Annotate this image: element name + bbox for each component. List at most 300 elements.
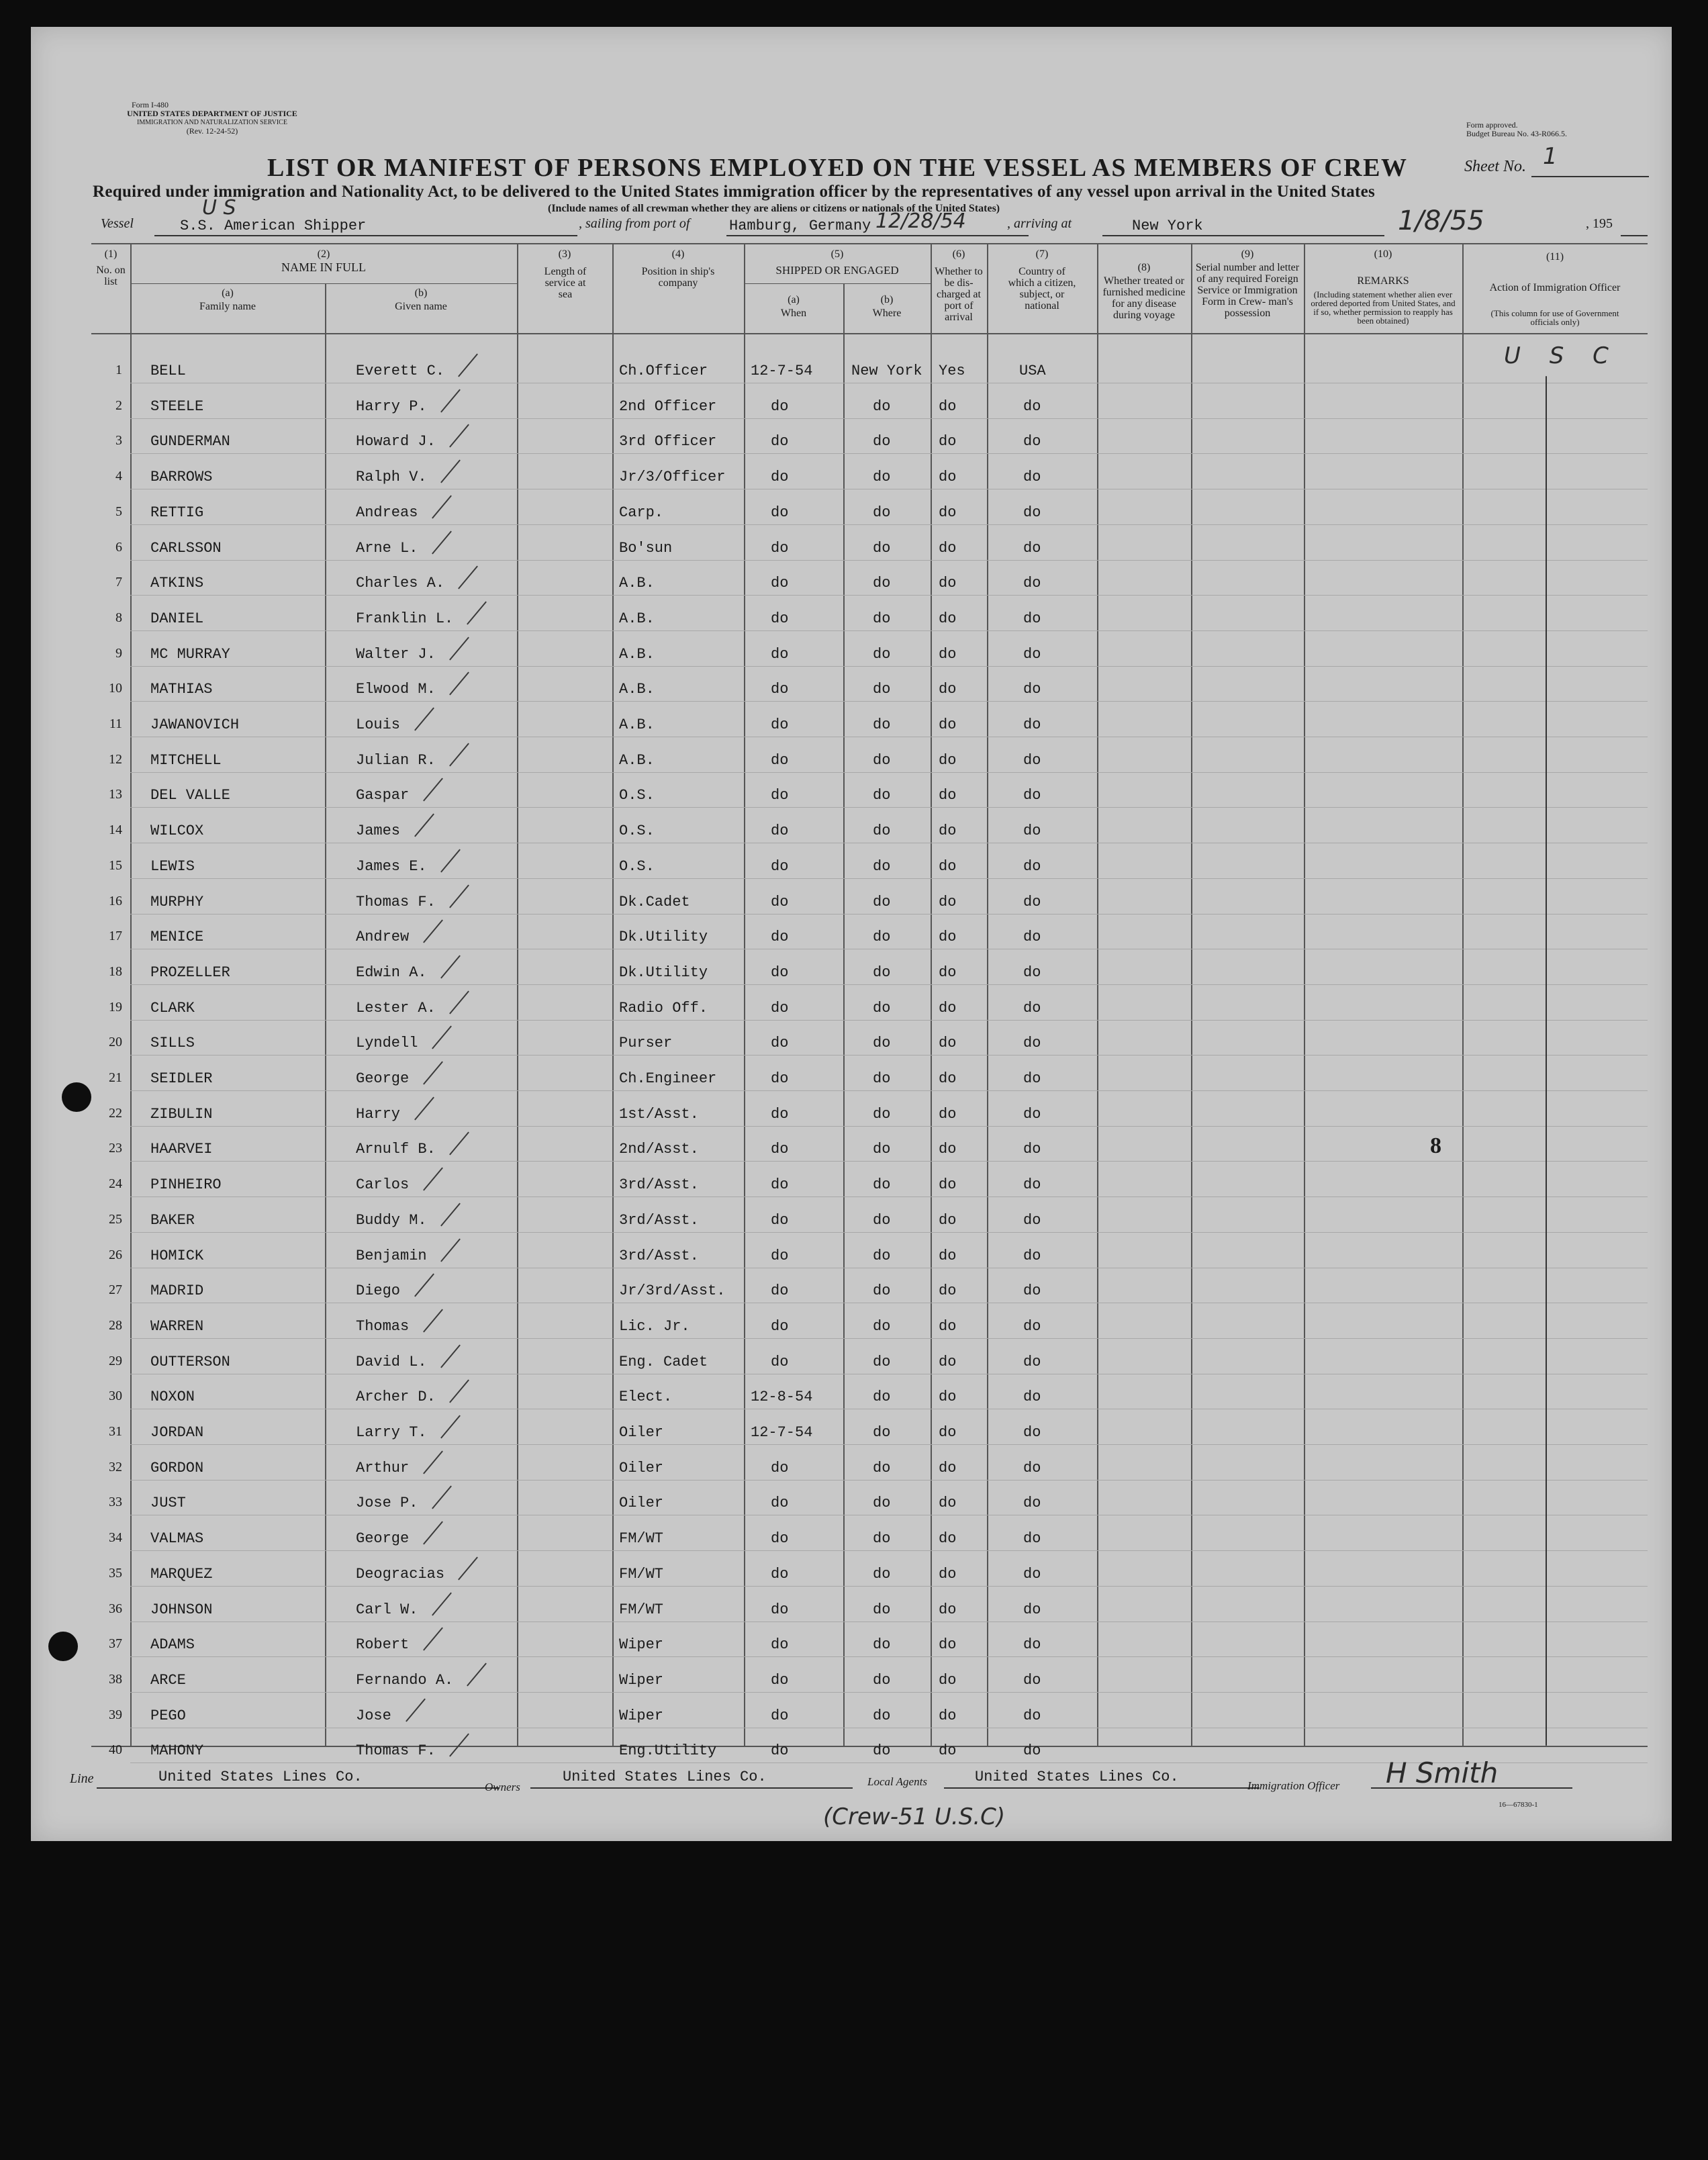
country-cell: do	[1023, 1247, 1041, 1264]
shipped-where-cell: do	[873, 929, 891, 946]
shipped-where-cell: do	[873, 1495, 891, 1512]
name-subhead-rule	[130, 283, 517, 284]
country-cell: do	[1023, 716, 1041, 733]
shipped-where-cell: do	[873, 1601, 891, 1618]
shipped-when-cell: do	[771, 504, 789, 521]
discharged-cell: do	[939, 1707, 957, 1724]
row-number: 29	[109, 1353, 122, 1368]
row-number: 15	[109, 857, 122, 873]
discharged-cell: do	[939, 823, 957, 840]
check-mark-icon	[458, 1556, 478, 1580]
vessel-underline	[154, 235, 577, 236]
vessel-handwritten: U S	[202, 196, 236, 220]
given-name-cell: Benjamin	[356, 1247, 427, 1264]
position-cell: Radio Off.	[619, 999, 708, 1017]
family-name-cell: ARCE	[150, 1671, 186, 1689]
country-cell: do	[1023, 1495, 1041, 1512]
row-number: 16	[109, 893, 122, 908]
print-code: 16—67830-1	[1499, 1801, 1538, 1809]
check-mark-icon	[440, 1203, 461, 1226]
family-name-cell: CARLSSON	[150, 539, 222, 557]
action-handwritten: U S C	[1504, 342, 1619, 369]
department: UNITED STATES DEPARTMENT OF JUSTICE	[127, 109, 297, 118]
given-name-cell: Julian R.	[356, 751, 436, 769]
action-bracket	[1546, 376, 1547, 1746]
given-name-cell: George	[356, 1530, 410, 1548]
discharged-cell: do	[939, 929, 957, 946]
col10-header: REMARKS	[1357, 275, 1409, 287]
given-name-cell: James E.	[356, 857, 427, 875]
row-number: 20	[109, 1035, 122, 1050]
shipped-where-cell: do	[873, 504, 891, 521]
given-name-cell: Louis	[356, 716, 401, 733]
country-cell: do	[1023, 1459, 1041, 1476]
position-cell: Wiper	[619, 1707, 664, 1724]
sheet-label: Sheet No.	[1464, 158, 1526, 175]
shipped-where-cell: do	[873, 999, 891, 1017]
check-mark-icon	[440, 460, 461, 483]
row-number: 12	[109, 751, 122, 767]
col-divider-2a	[325, 283, 326, 1746]
col6-number: (6)	[952, 248, 965, 260]
row-number: 22	[109, 1105, 122, 1121]
sailing-date: 12/28/54	[875, 209, 966, 233]
discharged-cell: do	[939, 893, 957, 910]
shipped-where-cell: do	[873, 1353, 891, 1370]
given-name-cell: Howard J.	[356, 433, 436, 451]
shipped-when-cell: do	[771, 857, 789, 875]
check-mark-icon	[432, 1592, 452, 1615]
position-cell: A.B.	[619, 645, 655, 663]
shipped-where-cell: do	[873, 1424, 891, 1441]
family-name-cell: PEGO	[150, 1707, 186, 1724]
col-divider-4	[744, 243, 745, 1746]
col8-header: Whether treated or furnished medicine for any disease during voyage	[1102, 275, 1186, 321]
family-name-cell: PINHEIRO	[150, 1176, 222, 1194]
year-underline	[1621, 235, 1648, 236]
col-divider-3	[612, 243, 614, 1746]
family-name-cell: PROZELLER	[150, 964, 230, 981]
family-name-cell: MAHONY	[150, 1742, 204, 1760]
row-rule	[130, 1020, 1648, 1021]
family-name-cell: MC MURRAY	[150, 645, 230, 663]
position-cell: Eng. Cadet	[619, 1353, 708, 1370]
shipped-when-cell: do	[771, 1211, 789, 1229]
vessel-name: S.S. American Shipper	[180, 218, 367, 234]
family-name-cell: RETTIG	[150, 504, 204, 521]
document-title: LIST OR MANIFEST OF PERSONS EMPLOYED ON THE VESSEL AS MEMBERS OF CREW	[267, 154, 1408, 182]
row-rule	[130, 1656, 1648, 1657]
col11-header: Action of Immigration Officer	[1489, 282, 1621, 293]
position-cell: 3rd/Asst.	[619, 1211, 699, 1229]
check-mark-icon	[423, 1168, 443, 1191]
form-number: Form I-480	[132, 100, 169, 109]
col9-header: Serial number and letter of any required Foreign Service or Immigration Form in Crew- man's possession	[1195, 262, 1300, 319]
discharged-cell: do	[939, 469, 957, 486]
position-cell: Wiper	[619, 1636, 664, 1654]
col-divider-10	[1462, 243, 1464, 1746]
country-cell: do	[1023, 610, 1041, 627]
discharged-cell: do	[939, 999, 957, 1017]
col4-header: Position in ship's company	[641, 266, 715, 289]
position-cell: Ch.Engineer	[619, 1070, 717, 1087]
given-name-cell: James	[356, 823, 401, 840]
country-cell: do	[1023, 1282, 1041, 1300]
shipped-when-cell: do	[771, 1495, 789, 1512]
discharged-cell: do	[939, 787, 957, 804]
discharged-cell: do	[939, 681, 957, 698]
col5a-header: When	[780, 308, 807, 319]
row-number: 14	[109, 823, 122, 838]
row-number: 26	[109, 1247, 122, 1262]
row-number: 30	[109, 1389, 122, 1404]
crew-count-note: (Crew-51 U.S.C)	[823, 1803, 1006, 1830]
discharged-cell: do	[939, 397, 957, 415]
discharged-cell: do	[939, 575, 957, 592]
shipped-where-cell: do	[873, 1707, 891, 1724]
row-number: 28	[109, 1317, 122, 1333]
arrival-date: 1/8/55	[1398, 205, 1484, 236]
row-number: 7	[115, 575, 122, 590]
row-rule	[130, 1480, 1648, 1481]
country-cell: do	[1023, 1070, 1041, 1087]
discharged-cell: do	[939, 1389, 957, 1406]
col2a-number: (a)	[222, 287, 234, 299]
shipped-where-cell: do	[873, 433, 891, 451]
check-mark-icon	[432, 1486, 452, 1509]
family-name-cell: JAWANOVICH	[150, 716, 240, 733]
shipped-where-cell: do	[873, 1141, 891, 1158]
col5-number: (5)	[831, 248, 844, 260]
family-name-cell: CLARK	[150, 999, 195, 1017]
country-cell: do	[1023, 787, 1041, 804]
family-name-cell: JORDAN	[150, 1424, 204, 1441]
country-cell: USA	[1019, 363, 1046, 379]
given-name-cell: Walter J.	[356, 645, 436, 663]
row-number: 17	[109, 929, 122, 944]
shipped-when-cell: do	[771, 964, 789, 981]
position-cell: 1st/Asst.	[619, 1105, 699, 1123]
family-name-cell: MITCHELL	[150, 751, 222, 769]
check-mark-icon	[458, 354, 478, 377]
agents-value: United States Lines Co.	[975, 1769, 1179, 1785]
position-cell: Oiler	[619, 1424, 664, 1441]
col7-header: Country of which a citizen, subject, or national	[1008, 266, 1076, 312]
row-rule	[130, 1232, 1648, 1233]
position-cell: A.B.	[619, 681, 655, 698]
given-name-cell: Larry T.	[356, 1424, 427, 1441]
discharged-cell: Yes	[939, 363, 965, 379]
col3-number: (3)	[558, 248, 571, 260]
sailing-label: , sailing from port of	[579, 216, 690, 231]
country-cell: do	[1023, 1742, 1041, 1760]
row-rule	[130, 984, 1648, 985]
check-mark-icon	[440, 389, 461, 412]
row-number: 21	[109, 1070, 122, 1085]
row-number: 34	[109, 1530, 122, 1546]
agents-label: Local Agents	[867, 1775, 927, 1788]
shipped-where-cell: do	[873, 857, 891, 875]
shipped-where-cell: do	[873, 610, 891, 627]
country-cell: do	[1023, 504, 1041, 521]
family-name-cell: OUTTERSON	[150, 1353, 230, 1370]
given-name-cell: Edwin A.	[356, 964, 427, 981]
row-number: 3	[115, 433, 122, 449]
shipped-when-cell: do	[771, 1353, 789, 1370]
row-rule	[130, 1338, 1648, 1339]
given-name-cell: Jose P.	[356, 1495, 418, 1512]
country-cell: do	[1023, 1424, 1041, 1441]
discharged-cell: do	[939, 1742, 957, 1760]
shipped-where-cell: do	[873, 575, 891, 592]
row-rule	[130, 595, 1648, 596]
position-cell: Dk.Utility	[619, 929, 708, 946]
shipped-when-cell: 12-7-54	[751, 1424, 813, 1441]
check-mark-icon	[423, 1450, 443, 1474]
shipped-when-cell: do	[771, 1530, 789, 1548]
country-cell: do	[1023, 1389, 1041, 1406]
shipped-where-cell: do	[873, 539, 891, 557]
manifest-page	[31, 27, 1672, 1841]
row-number: 27	[109, 1282, 122, 1298]
col4-number: (4)	[671, 248, 685, 260]
shipped-when-cell: do	[771, 823, 789, 840]
given-name-cell: Thomas	[356, 1317, 410, 1335]
shipped-when-cell: do	[771, 1671, 789, 1689]
row-number: 37	[109, 1636, 122, 1652]
family-name-cell: BARROWS	[150, 469, 213, 486]
family-name-cell: SEIDLER	[150, 1070, 213, 1087]
col2-header: NAME IN FULL	[281, 261, 366, 274]
position-cell: FM/WT	[619, 1565, 664, 1583]
owners-label: Owners	[485, 1781, 520, 1793]
shipped-where-cell: do	[873, 1742, 891, 1760]
country-cell: do	[1023, 1176, 1041, 1194]
row-number: 32	[109, 1459, 122, 1474]
country-cell: do	[1023, 1035, 1041, 1052]
discharged-cell: do	[939, 645, 957, 663]
row-rule	[130, 666, 1648, 667]
given-name-cell: Everett C.	[356, 363, 445, 379]
given-name-cell: Diego	[356, 1282, 401, 1300]
family-name-cell: MADRID	[150, 1282, 204, 1300]
shipped-where-cell: do	[873, 1035, 891, 1052]
position-cell: FM/WT	[619, 1601, 664, 1618]
family-name-cell: SILLS	[150, 1035, 195, 1052]
given-name-cell: Thomas F.	[356, 893, 436, 910]
family-name-cell: HAARVEI	[150, 1141, 213, 1158]
row-rule	[130, 418, 1648, 419]
discharged-cell: do	[939, 964, 957, 981]
col10-number: (10)	[1374, 248, 1392, 260]
check-mark-icon	[449, 990, 469, 1014]
check-mark-icon	[449, 1380, 469, 1403]
position-cell: A.B.	[619, 610, 655, 627]
shipped-where-cell: do	[873, 751, 891, 769]
position-cell: Dk.Utility	[619, 964, 708, 981]
position-cell: 3rd/Asst.	[619, 1176, 699, 1194]
row-number: 10	[109, 681, 122, 696]
given-name-cell: Robert	[356, 1636, 410, 1654]
given-name-cell: Fernando A.	[356, 1671, 454, 1689]
country-cell: do	[1023, 1530, 1041, 1548]
shipped-when-cell: do	[771, 1636, 789, 1654]
family-name-cell: BAKER	[150, 1211, 195, 1229]
given-name-cell: Arne L.	[356, 539, 418, 557]
col6-header: Whether to be dis- charged at port of arrival	[935, 266, 983, 323]
check-mark-icon	[440, 955, 461, 978]
form-identifier	[78, 101, 346, 136]
check-mark-icon	[406, 1698, 426, 1722]
check-mark-icon	[414, 1096, 434, 1120]
shipped-where-cell: do	[873, 823, 891, 840]
sheet-number: 1	[1543, 143, 1558, 170]
discharged-cell: do	[939, 1565, 957, 1583]
given-name-cell: Buddy M.	[356, 1211, 427, 1229]
shipped-when-cell: do	[771, 645, 789, 663]
position-cell: Bo'sun	[619, 539, 673, 557]
port-underline	[726, 235, 1029, 236]
discharged-cell: do	[939, 1070, 957, 1087]
country-cell: do	[1023, 1211, 1041, 1229]
row-number: 25	[109, 1211, 122, 1227]
family-name-cell: DANIEL	[150, 610, 204, 627]
position-cell: O.S.	[619, 857, 655, 875]
punch-hole-lower	[48, 1632, 78, 1661]
country-cell: do	[1023, 1105, 1041, 1123]
check-mark-icon	[440, 1415, 461, 1439]
shipped-when-cell: do	[771, 716, 789, 733]
check-mark-icon	[423, 1062, 443, 1085]
position-cell: Dk.Cadet	[619, 893, 690, 910]
shipped-when-cell: do	[771, 539, 789, 557]
shipped-when-cell: do	[771, 787, 789, 804]
given-name-cell: Carlos	[356, 1176, 410, 1194]
col5a-number: (a)	[788, 294, 800, 306]
row-number: 40	[109, 1742, 122, 1758]
position-cell: A.B.	[619, 751, 655, 769]
col10-subheader: (Including statement whether alien ever ordered deported from United States, and if so, whether permission to reapply has been obtained)	[1311, 289, 1456, 326]
family-name-cell: MARQUEZ	[150, 1565, 213, 1583]
check-mark-icon	[432, 530, 452, 554]
country-cell: do	[1023, 964, 1041, 981]
country-cell: do	[1023, 1565, 1041, 1583]
shipped-where-cell: do	[873, 964, 891, 981]
given-name-cell: Andrew	[356, 929, 410, 946]
shipped-when-cell: do	[771, 469, 789, 486]
family-name-cell: ATKINS	[150, 575, 204, 592]
family-name-cell: VALMAS	[150, 1530, 204, 1548]
col11-number: (11)	[1546, 251, 1564, 263]
check-mark-icon	[414, 708, 434, 731]
family-name-cell: STEELE	[150, 397, 204, 415]
family-name-cell: WARREN	[150, 1317, 204, 1335]
shipped-when-cell: do	[771, 1565, 789, 1583]
given-name-cell: Elwood M.	[356, 681, 436, 698]
row-number: 1	[115, 363, 122, 377]
check-mark-icon	[423, 1309, 443, 1332]
sailing-port: Hamburg, Germany	[729, 218, 871, 234]
given-name-cell: Harry P.	[356, 397, 427, 415]
col-divider-5	[931, 243, 932, 1746]
country-cell: do	[1023, 469, 1041, 486]
check-mark-icon	[467, 601, 487, 624]
year-suffix: , 195	[1586, 216, 1613, 231]
country-cell: do	[1023, 823, 1041, 840]
col11-subheader: (This column for use of Government officials only)	[1490, 308, 1619, 327]
family-name-cell: JUST	[150, 1495, 186, 1512]
country-cell: do	[1023, 1353, 1041, 1370]
given-name-cell: Deogracias	[356, 1565, 445, 1583]
row-rule	[130, 878, 1648, 879]
shipped-where-cell: do	[873, 1317, 891, 1335]
col7-number: (7)	[1035, 248, 1049, 260]
shipped-when-cell: do	[771, 1282, 789, 1300]
row-rule	[130, 560, 1648, 561]
given-name-cell: Ralph V.	[356, 469, 427, 486]
shipped-where-cell: do	[873, 1459, 891, 1476]
country-cell: do	[1023, 1707, 1041, 1724]
country-cell: do	[1023, 1636, 1041, 1654]
row-number: 39	[109, 1707, 122, 1722]
col2-number: (2)	[317, 248, 330, 260]
position-cell: Jr/3/Officer	[619, 469, 726, 486]
table-bottom-rule	[91, 1746, 1648, 1747]
col-divider-8	[1191, 243, 1192, 1746]
family-name-cell: WILCOX	[150, 823, 204, 840]
country-cell: do	[1023, 645, 1041, 663]
position-cell: Carp.	[619, 504, 664, 521]
discharged-cell: do	[939, 1282, 957, 1300]
check-mark-icon	[440, 1238, 461, 1262]
vessel-label: Vessel	[101, 216, 134, 231]
check-mark-icon	[449, 424, 469, 448]
shipped-when-cell: do	[771, 681, 789, 698]
shipped-when-cell: do	[771, 1707, 789, 1724]
shipped-where-cell: do	[873, 1282, 891, 1300]
shipped-when-cell: do	[771, 610, 789, 627]
col2b-header: Given name	[395, 301, 447, 312]
remarks-mark: 8	[1430, 1133, 1441, 1158]
country-cell: do	[1023, 751, 1041, 769]
discharged-cell: do	[939, 751, 957, 769]
position-cell: Eng.Utility	[619, 1742, 717, 1760]
check-mark-icon	[449, 1132, 469, 1156]
row-rule	[130, 772, 1648, 773]
position-cell: Lic. Jr.	[619, 1317, 690, 1335]
discharged-cell: do	[939, 539, 957, 557]
position-cell: A.B.	[619, 716, 655, 733]
shipped-where-cell: do	[873, 681, 891, 698]
shipped-where-cell: do	[873, 1530, 891, 1548]
row-number: 31	[109, 1424, 122, 1439]
row-rule	[130, 1550, 1648, 1551]
check-mark-icon	[414, 1274, 434, 1297]
shipped-where-cell: do	[873, 1176, 891, 1194]
country-cell: do	[1023, 929, 1041, 946]
shipped-when-cell: do	[771, 1317, 789, 1335]
family-name-cell: NOXON	[150, 1389, 195, 1406]
shipped-when-cell: do	[771, 1070, 789, 1087]
discharged-cell: do	[939, 1317, 957, 1335]
shipped-where-cell: do	[873, 1105, 891, 1123]
col2b-number: (b)	[414, 287, 428, 299]
shipped-when-cell: do	[771, 929, 789, 946]
position-cell: 3rd/Asst.	[619, 1247, 699, 1264]
approved-line2: Budget Bureau No. 43-R066.5.	[1466, 129, 1567, 138]
arriving-label: , arriving at	[1007, 216, 1072, 231]
shipped-when-cell: do	[771, 575, 789, 592]
